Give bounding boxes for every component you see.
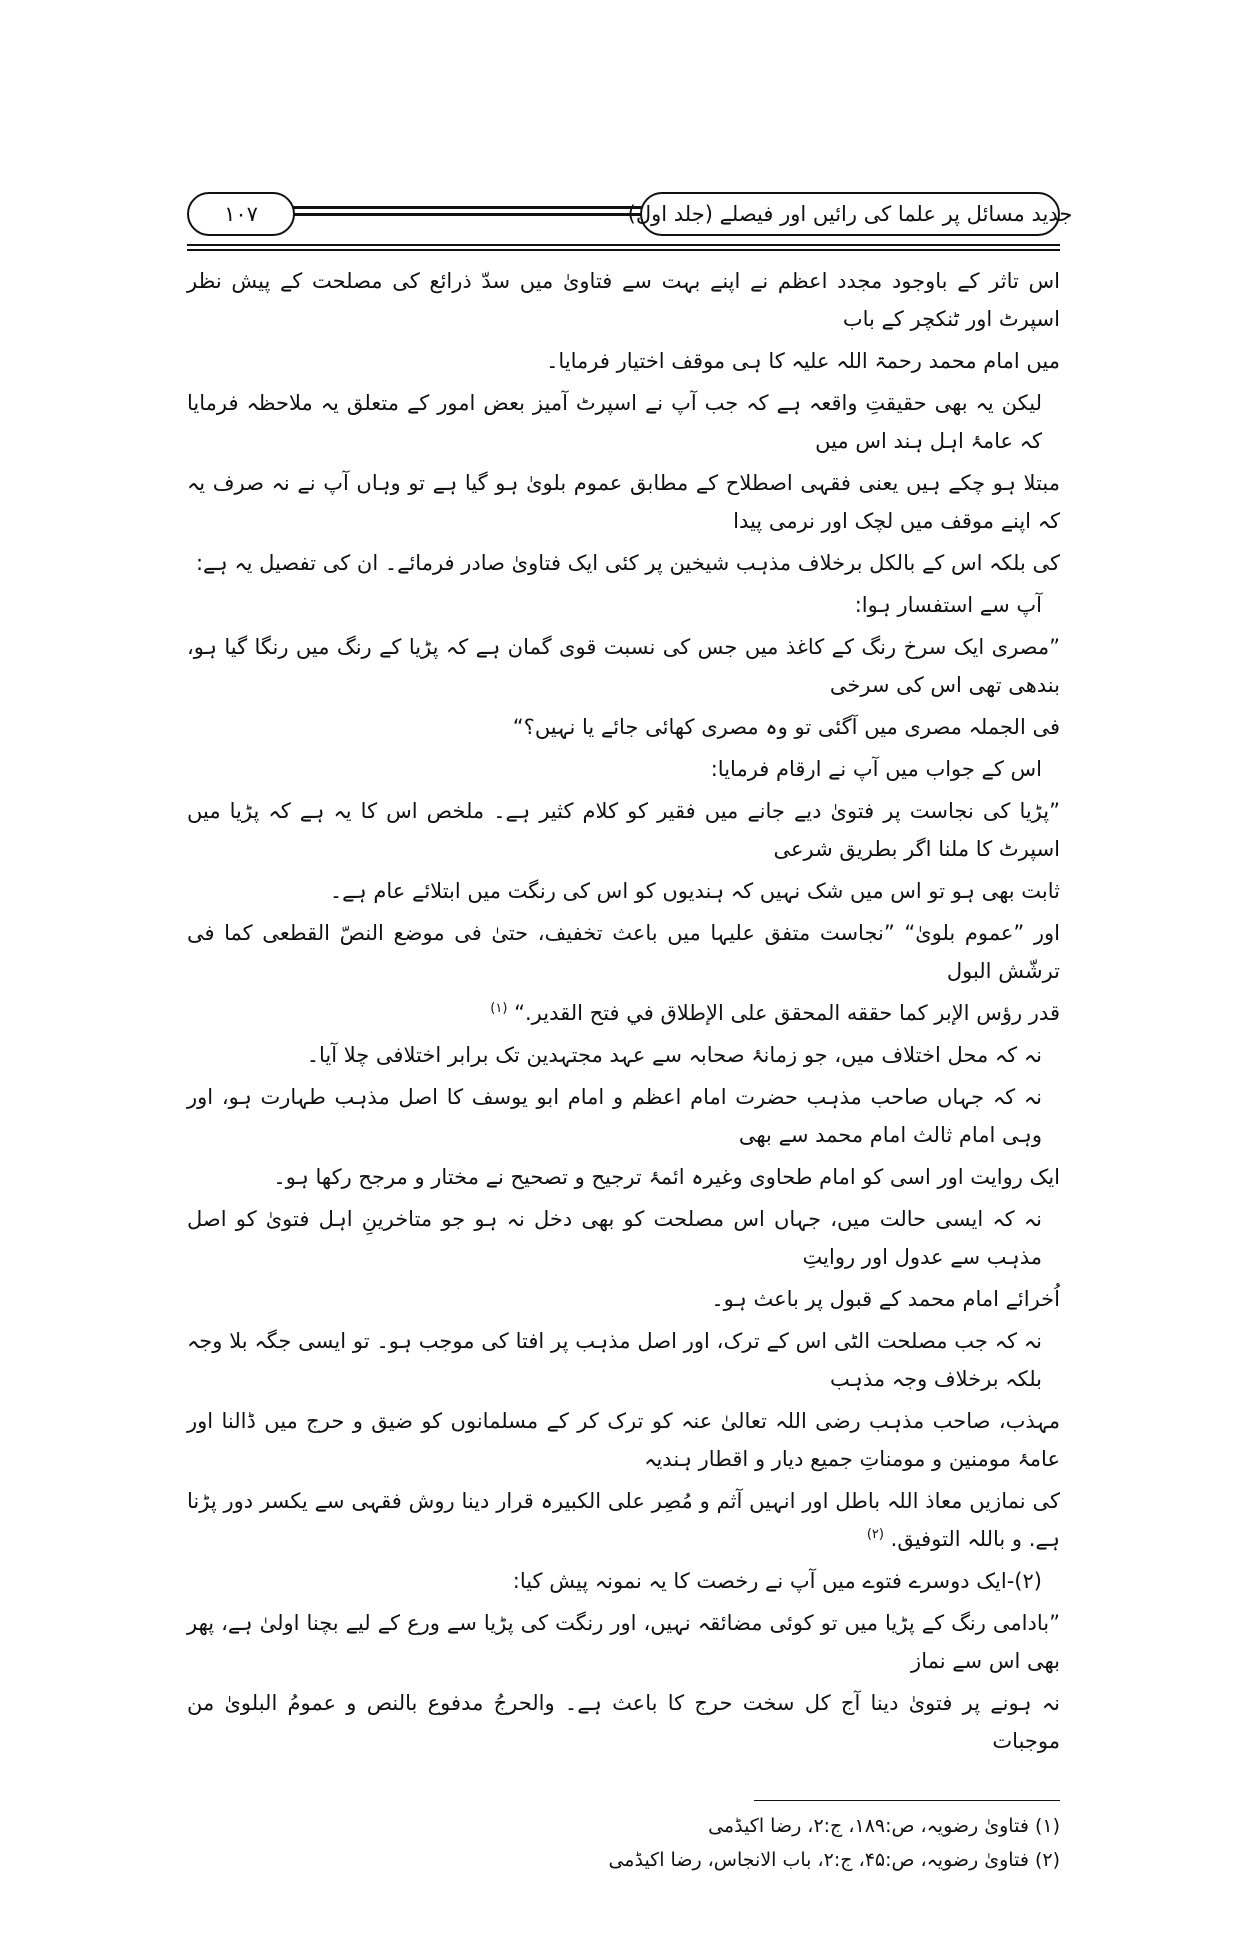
text-line [187, 628, 1060, 704]
text-line-content: نہ کہ محل اختلاف میں، جو زمانۂ صحابہ سے عہد مجتہدین تک برابر اختلافی چلا آیا۔ [306, 1043, 1042, 1067]
footnote-1: (۱) فتاویٰ رضویہ، ص:۱۸۹، ج:۲، رضا اکیڈمی [708, 1815, 1060, 1837]
text-line-content: نہ کہ جب مصلحت الٹی اس کے ترک، اور اصل مذہب پر افتا کی موجب ہو۔ تو ایسی جگہ بلا وجہ بلکہ برخلاف وجہ مذہب [187, 1329, 1042, 1391]
text-line-content: قدر رؤس الإبر كما حققه المحقق على الإطلاق في فتح القدير.“ [514, 1001, 1060, 1025]
text-line-content: اور ”عموم بلویٰ“ ”نجاست متفق علیہا میں باعث تخفیف، حتیٰ فی موضع النصّ القطعی کما فی ترشّش البول [187, 921, 1060, 983]
text-line [187, 1684, 1060, 1760]
text-line [187, 1158, 1060, 1196]
page-content [187, 0, 1060, 1937]
footnote-reference: (۲) [866, 1527, 884, 1542]
text-line-content: ”بادامی رنگ کے پڑیا میں تو کوئی مضائقہ نہیں، اور رنگت کی پڑیا سے ورع کے لیے بچنا اولیٰ ہے، پھر بھی اس سے نماز [187, 1611, 1060, 1673]
text-line-content: مہذب، صاحب مذہب رضی اللہ تعالیٰ عنہ کو ترک کر کے مسلمانوں کو ضیق و حرج میں ڈالنا اور عامۂ مومنین و مومناتِ جمیع دیار و اقطار ہندیہ [187, 1409, 1060, 1471]
text-line-content: ایک روایت اور اسی کو امام طحاوی وغیرہ ائمۂ ترجیح و تصحیح نے مختار و مرجح رکھا ہو۔ [273, 1165, 1060, 1189]
footnote-2: (۲) فتاویٰ رضویہ، ص:۴۵، ج:۲، باب الانجاس، رضا اکیڈمی [608, 1849, 1060, 1871]
text-line [187, 1200, 1060, 1276]
text-line [187, 342, 1060, 380]
text-line-content: اس تاثر کے باوجود مجدد اعظم نے اپنے بہت سے فتاویٰ میں سدّ ذرائع کی مصلحت کے پیش نظر اسپرٹ اور ٹنکچر کے باب [187, 269, 1060, 331]
text-line [187, 708, 1060, 746]
text-line [187, 1562, 1060, 1600]
text-line-content: ”پڑیا کی نجاست پر فتویٰ دیے جانے میں فقیر کو کلام کثیر ہے۔ ملخص اس کا یہ ہے کہ پڑیا میں اسپرٹ کا ملنا اگر بطریق شرعی [187, 799, 1060, 861]
text-line-content: کی نمازیں معاذ اللہ باطل اور انہیں آثم و مُصِر علی الکبیرہ قرار دینا روش فقہی سے یکسر دور پڑنا ہے. و باللہ التوفیق. [187, 1489, 1060, 1551]
text-line [187, 262, 1060, 338]
book-title: جدید مسائل پر علما کی رائیں اور فیصلے (جلد اول) [627, 202, 1073, 226]
text-line [187, 464, 1060, 540]
text-line-content: ثابت بھی ہو تو اس میں شک نہیں کہ ہندیوں کو اس کی رنگت میں ابتلائے عام ہے۔ [329, 879, 1060, 903]
text-line [187, 1322, 1060, 1398]
text-line [187, 750, 1060, 788]
text-line-content: میں امام محمد رحمۃ اللہ علیہ کا ہی موقف اختیار فرمایا۔ [546, 349, 1060, 373]
text-line [187, 1482, 1060, 1558]
text-line-content: نہ ہونے پر فتویٰ دینا آج کل سخت حرج کا باعث ہے۔ والحرجُ مدفوع بالنص و عمومُ البلویٰ من موجبات [187, 1691, 1060, 1753]
text-line [187, 994, 1060, 1032]
text-line-content: مبتلا ہو چکے ہیں یعنی فقہی اصطلاح کے مطابق عموم بلویٰ ہو گیا ہے تو وہاں آپ نے نہ صرف یہ کہ اپنے موقف میں لچک اور نرمی پیدا [187, 471, 1060, 533]
text-line [187, 586, 1060, 624]
page-number: ۱۰۷ [224, 202, 258, 226]
text-line-content: ”مصری ایک سرخ رنگ کے کاغذ میں جس کی نسبت قوی گمان ہے کہ پڑیا کے رنگ میں رنگا گیا ہو، بندھی تھی اس کی سرخی [187, 635, 1060, 697]
text-line [187, 384, 1060, 460]
footnote-reference: (۱) [490, 1001, 508, 1016]
text-line [187, 872, 1060, 910]
text-line [187, 1402, 1060, 1478]
text-line-content: لیکن یہ بھی حقیقتِ واقعہ ہے کہ جب آپ نے اسپرٹ آمیز بعض امور کے متعلق یہ ملاحظہ فرمایا کہ عامۂ اہل ہند اس میں [187, 391, 1042, 453]
text-line [187, 1604, 1060, 1680]
text-line [187, 914, 1060, 990]
footnotes [187, 1800, 1060, 1877]
text-line-content: کی بلکہ اس کے بالکل برخلاف مذہب شیخین پر کئی ایک فتاویٰ صادر فرمائے۔ ان کی تفصیل یہ ہے: [195, 551, 1060, 575]
text-line [187, 1036, 1060, 1074]
text-line [187, 1280, 1060, 1318]
body-text [187, 262, 1060, 1760]
text-line-content: اُخرائے امام محمد کے قبول پر باعث ہو۔ [711, 1287, 1060, 1311]
text-line-content: (۲)-ایک دوسرے فتوے میں آپ نے رخصت کا یہ نمونہ پیش کیا: [512, 1569, 1042, 1593]
text-line-content: آپ سے استفسار ہوا: [854, 593, 1042, 617]
text-line [187, 1078, 1060, 1154]
text-line [187, 544, 1060, 582]
text-line [187, 792, 1060, 868]
footnote-separator [754, 1800, 1060, 1801]
text-line-content: نہ کہ جہاں صاحب مذہب حضرت امام اعظم و امام ابو یوسف کا اصل مذہب طہارت ہو، اور وہی امام ثالث امام محمد سے بھی [187, 1085, 1042, 1147]
text-line-content: فی الجملہ مصری میں آگئی تو وہ مصری کھائی جائے یا نہیں؟“ [512, 715, 1060, 739]
text-line-content: اس کے جواب میں آپ نے ارقام فرمایا: [710, 757, 1042, 781]
text-line-content: نہ کہ ایسی حالت میں، جہاں اس مصلحت کو بھی دخل نہ ہو جو متاخرینِ اہل فتویٰ کو اصل مذہب سے عدول اور روایتِ [187, 1207, 1042, 1269]
